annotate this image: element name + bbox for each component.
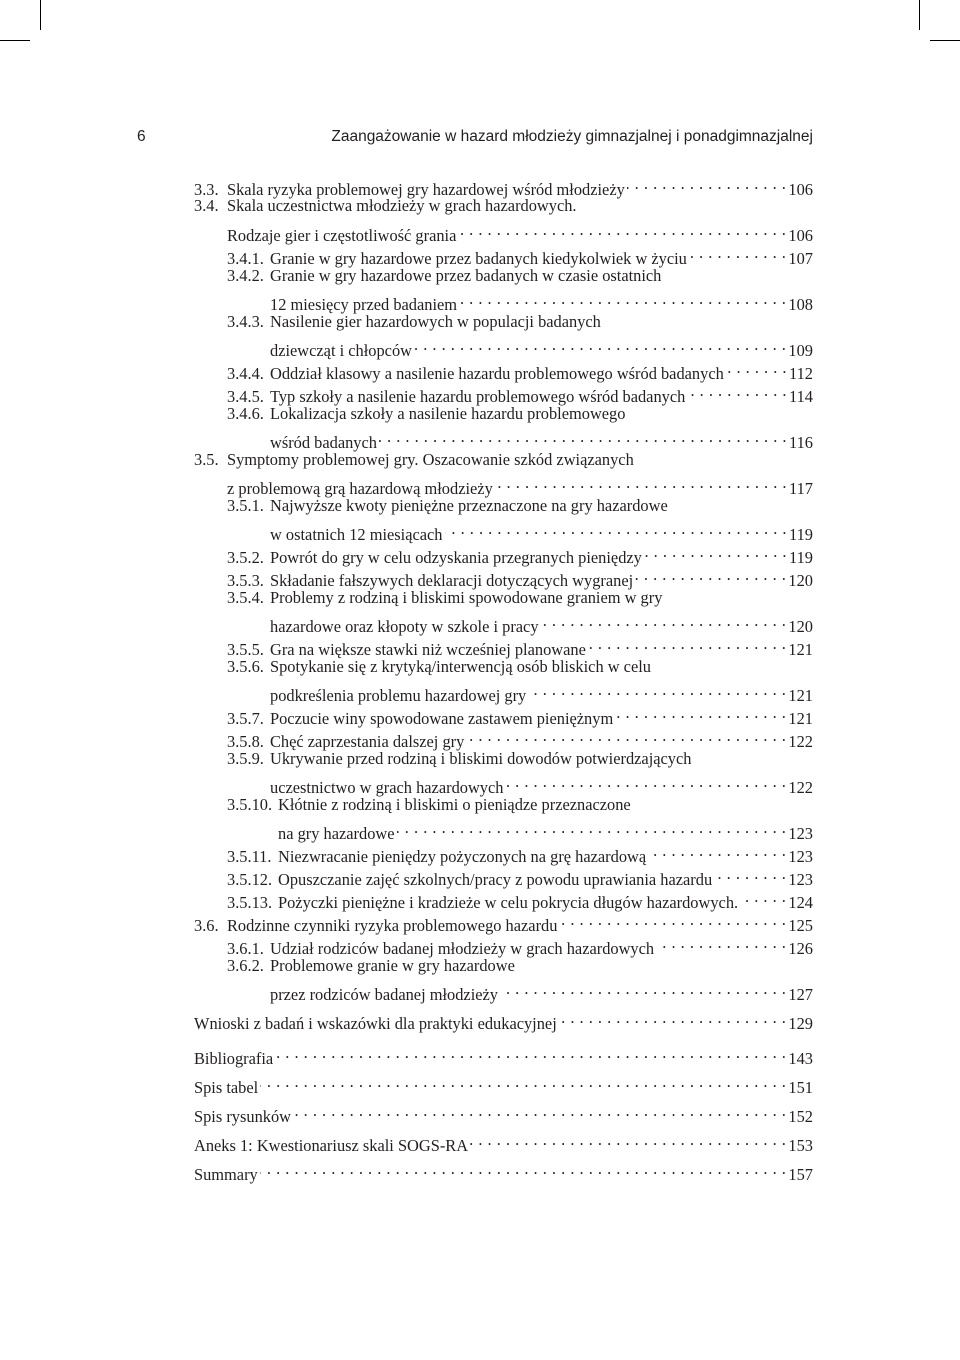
- crop-mark-top-left-vertical: [40, 0, 41, 30]
- toc-leader-dots: [260, 1158, 787, 1180]
- toc-leader-dots: [505, 771, 786, 793]
- toc-entry-page: 123: [788, 847, 813, 866]
- toc-entry[interactable]: [227, 863, 813, 889]
- toc-entry-title: w ostatnich 12 miesiącach: [270, 525, 443, 544]
- toc-entry-page: 108: [788, 295, 813, 314]
- toc-leader-dots: [500, 978, 786, 1000]
- toc-entry[interactable]: [227, 587, 813, 609]
- toc-entry[interactable]: [227, 357, 813, 383]
- toc-entry[interactable]: [227, 541, 813, 567]
- running-title: Zaangażowanie w hazard młodzieży gimnazjalnej i ponadgimnazjalnej: [331, 128, 813, 145]
- toc-entry[interactable]: [227, 794, 813, 816]
- toc-entry-number: 3.5.13.: [227, 893, 273, 912]
- toc-entry-title: Typ szkoły a nasilenie hazardu problemowego wśród badanych: [270, 387, 686, 406]
- toc-entry-number: 3.4.3.: [227, 312, 264, 331]
- toc-entry-page: 122: [788, 778, 813, 797]
- toc-entry-number: 3.5.1.: [227, 496, 264, 515]
- toc-entry-title: uczestnictwo w grach hazardowych: [270, 778, 504, 797]
- toc-entry-title: Nasilenie gier hazardowych w populacji badanych: [270, 312, 601, 331]
- toc-entry-title: Granie w gry hazardowe przez badanych kiedykolwiek w życiu: [270, 249, 687, 268]
- toc-entry[interactable]: [194, 195, 813, 217]
- toc-leader-dots: [466, 725, 786, 747]
- toc-leader-dots: [714, 863, 786, 885]
- toc-leader-dots: [615, 702, 786, 724]
- running-head: [137, 128, 813, 152]
- toc-entry-title: Problemowe granie w gry hazardowe: [270, 956, 515, 975]
- toc-entry-number: 3.4.5.: [227, 387, 264, 406]
- toc-entry-number: 3.4.6.: [227, 404, 264, 423]
- toc-entry-page: 120: [788, 617, 813, 636]
- toc-entry-title: podkreślenia problemu hazardowej gry: [270, 686, 527, 705]
- toc-entry-number: 3.4.: [194, 196, 219, 215]
- toc-entry-title: Najwyższe kwoty pieniężne przeznaczone na gry hazardowe: [270, 496, 668, 515]
- toc-entry-page: 127: [788, 985, 813, 1004]
- toc-entry-page: 119: [789, 525, 813, 544]
- toc-entry-title: Chęć zaprzestania dalszej gry: [270, 732, 465, 751]
- toc-entry-number: 3.5.: [194, 450, 219, 469]
- toc-entry-page: 109: [788, 341, 813, 360]
- toc-leader-dots: [458, 219, 786, 241]
- toc-entry-page: 121: [788, 640, 813, 659]
- toc-leader-dots: [495, 472, 787, 494]
- toc-entry-title: na gry hazardowe: [278, 824, 395, 843]
- toc-entry-title: hazardowe oraz kłopoty w szkole i pracy: [270, 617, 539, 636]
- toc-entry-title: Skala uczestnictwa młodzieży w grach hazardowych.: [227, 196, 577, 215]
- toc-leader-dots: [559, 1007, 787, 1029]
- toc-entry-page: 121: [788, 686, 813, 705]
- toc-entry-number: 3.4.1.: [227, 249, 264, 268]
- toc-entry-page: 116: [789, 433, 813, 452]
- toc-leader-dots: [656, 932, 786, 954]
- toc-leader-dots: [459, 288, 786, 310]
- toc-leader-dots: [635, 564, 786, 586]
- toc-entry[interactable]: [270, 518, 813, 544]
- toc-entry-number: 3.5.4.: [227, 588, 264, 607]
- toc-entry-title: Summary: [194, 1165, 258, 1184]
- toc-entry-page: 157: [788, 1165, 813, 1184]
- toc-entry-title: Lokalizacja szkoły a nasilenie hazardu problemowego: [270, 404, 626, 423]
- toc-entry-page: 107: [788, 249, 813, 268]
- toc-entry-title: Ukrywanie przed rodziną i bliskimi dowodów potwierdzających: [270, 749, 692, 768]
- toc-entry[interactable]: [194, 909, 813, 935]
- toc-entry-page: 125: [788, 916, 813, 935]
- toc-leader-dots: [726, 357, 787, 379]
- toc-entry[interactable]: [227, 633, 813, 659]
- toc-leader-dots: [445, 518, 788, 540]
- toc-entry-page: 122: [788, 732, 813, 751]
- toc-entry-number: 3.5.5.: [227, 640, 264, 659]
- toc-entry-number: 3.6.: [194, 916, 219, 935]
- toc-entry[interactable]: [194, 1158, 813, 1184]
- toc-entry-page: 106: [788, 180, 813, 199]
- toc-entry-number: 3.5.10.: [227, 795, 273, 814]
- toc-entry-title: Bibliografia: [194, 1049, 274, 1068]
- toc-entry-title: Spotykanie się z krytyką/interwencją osób bliskich w celu: [270, 657, 651, 676]
- toc-entry-title: Rodzaje gier i częstotliwość grania: [227, 226, 457, 245]
- toc-entry[interactable]: [227, 725, 813, 751]
- toc-entry-title: Symptomy problemowej gry. Oszacowanie szkód związanych: [227, 450, 634, 469]
- toc-entry-page: 126: [788, 939, 813, 958]
- toc-entry-page: 123: [788, 870, 813, 889]
- toc-entry[interactable]: [227, 840, 813, 866]
- toc-entry[interactable]: [227, 403, 813, 425]
- crop-mark-top-right-horizontal: [930, 40, 960, 41]
- toc-entry-page: 114: [789, 387, 813, 406]
- page-number: 6: [137, 128, 146, 145]
- toc-entry-title: 12 miesięcy przed badaniem: [270, 295, 458, 314]
- toc-entry[interactable]: [194, 449, 813, 471]
- toc-entry-title: Skala ryzyka problemowej gry hazardowej wśród młodzieży: [227, 180, 625, 199]
- toc-leader-dots: [528, 679, 786, 701]
- toc-entry-title: dziewcząt i chłopców: [270, 341, 412, 360]
- toc-entry[interactable]: [194, 1007, 813, 1033]
- toc-entry-title: Granie w gry hazardowe przez badanych w czasie ostatnich: [270, 266, 662, 285]
- toc-entry-number: 3.5.8.: [227, 732, 264, 751]
- toc-entry-page: 153: [788, 1136, 813, 1155]
- toc-entry-title: Pożyczki pieniężne i kradzieże w celu pokrycia długów hazardowych.: [278, 893, 739, 912]
- toc-entry-title: wśród badanych: [270, 433, 377, 452]
- toc-entry[interactable]: [227, 219, 813, 245]
- toc-entry-number: 3.5.12.: [227, 870, 273, 889]
- toc-entry-page: 124: [788, 893, 813, 912]
- toc-entry-page: 120: [788, 571, 813, 590]
- toc-entry-page: 129: [788, 1014, 813, 1033]
- toc-entry[interactable]: [227, 702, 813, 728]
- toc-entry-number: 3.6.2.: [227, 956, 264, 975]
- toc-entry[interactable]: [227, 748, 813, 770]
- toc-entry-title: Niezwracanie pieniędzy pożyczonych na grę hazardową: [278, 847, 647, 866]
- toc-entry-title: Problemy z rodziną i bliskimi spowodowane graniem w gry: [270, 588, 663, 607]
- toc-leader-dots: [648, 840, 786, 862]
- toc-leader-dots: [293, 1100, 786, 1122]
- toc-entry-title: Spis rysunków: [194, 1107, 291, 1126]
- toc-entry[interactable]: [227, 955, 813, 977]
- toc-entry-number: 3.4.4.: [227, 364, 264, 383]
- toc-entry-page: 152: [788, 1107, 813, 1126]
- toc-entry[interactable]: [278, 817, 813, 843]
- toc-entry-number: 3.5.2.: [227, 548, 264, 567]
- toc-entry-title: Udział rodziców badanej młodzieży w grach hazardowych: [270, 939, 655, 958]
- toc-entry[interactable]: [227, 265, 813, 287]
- toc-entry-page: 119: [789, 548, 813, 567]
- crop-mark-top-left-horizontal: [0, 40, 30, 41]
- toc-entry-number: 3.5.3.: [227, 571, 264, 590]
- toc-entry-page: 123: [788, 824, 813, 843]
- toc-entry[interactable]: [194, 1100, 813, 1126]
- toc-leader-dots: [644, 541, 787, 563]
- toc-leader-dots: [687, 380, 787, 402]
- toc-entry[interactable]: [227, 656, 813, 678]
- toc-entry[interactable]: [270, 771, 813, 797]
- toc-entry[interactable]: [270, 426, 813, 452]
- toc-leader-dots: [740, 886, 786, 908]
- toc-entry[interactable]: [194, 1129, 813, 1155]
- toc-entry[interactable]: [227, 886, 813, 912]
- toc-leader-dots: [627, 173, 787, 195]
- toc-entry[interactable]: [227, 472, 813, 498]
- toc-entry-title: Oddział klasowy a nasilenie hazardu problemowego wśród badanych: [270, 364, 724, 383]
- toc-entry[interactable]: [270, 334, 813, 360]
- toc-entry[interactable]: [227, 564, 813, 590]
- toc-entry-title: Kłótnie z rodziną i bliskimi o pieniądze przeznaczone: [278, 795, 631, 814]
- toc-entry-title: Składanie fałszywych deklaracji dotyczących wygranej: [270, 571, 634, 590]
- toc-leader-dots: [541, 610, 787, 632]
- toc-entry[interactable]: [227, 495, 813, 517]
- toc-leader-dots: [379, 426, 787, 448]
- toc-entry-title: Gra na większe stawki niż wcześniej planowane: [270, 640, 586, 659]
- toc-entry[interactable]: [194, 173, 813, 199]
- toc-entry-page: 112: [789, 364, 813, 383]
- toc-entry[interactable]: [227, 311, 813, 333]
- toc-entry[interactable]: [194, 1071, 813, 1097]
- toc-entry[interactable]: [270, 978, 813, 1004]
- toc-leader-dots: [470, 1129, 786, 1151]
- toc-entry[interactable]: [194, 1042, 813, 1068]
- toc-entry-page: 121: [788, 709, 813, 728]
- toc-entry[interactable]: [270, 679, 813, 705]
- toc-entry-page: 106: [788, 226, 813, 245]
- toc-entry-title: Rodzinne czynniki ryzyka problemowego hazardu: [227, 916, 558, 935]
- toc-entry[interactable]: [270, 610, 813, 636]
- toc-leader-dots: [414, 334, 786, 356]
- toc-leader-dots: [275, 1042, 786, 1064]
- toc-leader-dots: [397, 817, 787, 839]
- toc-entry-title: Spis tabel: [194, 1078, 259, 1097]
- toc-entry-title: przez rodziców badanej młodzieży: [270, 985, 498, 1004]
- toc-entry-title: Opuszczanie zajęć szkolnych/pracy z powodu uprawiania hazardu: [278, 870, 713, 889]
- crop-mark-top-right-vertical: [919, 0, 920, 30]
- toc-entry-number: 3.3.: [194, 180, 219, 199]
- toc-entry-page: 143: [788, 1049, 813, 1068]
- toc-leader-dots: [559, 909, 786, 931]
- toc-entry-title: Aneks 1: Kwestionariusz skali SOGS-RA: [194, 1136, 469, 1155]
- toc-leader-dots: [588, 633, 787, 655]
- toc-entry-title: Poczucie winy spowodowane zastawem pieniężnym: [270, 709, 614, 728]
- toc-entry[interactable]: [227, 380, 813, 406]
- toc-entry-number: 3.4.2.: [227, 266, 264, 285]
- toc-entry[interactable]: [270, 288, 813, 314]
- toc-entry-page: 151: [788, 1078, 813, 1097]
- toc-entry[interactable]: [227, 242, 813, 268]
- toc-entry-number: 3.5.11.: [227, 847, 272, 866]
- toc-entry-number: 3.5.7.: [227, 709, 264, 728]
- toc-entry-title: z problemową grą hazardową młodzieży: [227, 479, 493, 498]
- toc-entry[interactable]: [227, 932, 813, 958]
- toc-leader-dots: [689, 242, 787, 264]
- toc-entry-title: Wnioski z badań i wskazówki dla praktyki edukacyjnej: [194, 1014, 557, 1033]
- toc-entry-title: Powrót do gry w celu odzyskania przegranych pieniędzy: [270, 548, 642, 567]
- toc-entry-number: 3.6.1.: [227, 939, 264, 958]
- toc-entry-page: 117: [789, 479, 813, 498]
- toc-leader-dots: [260, 1071, 786, 1093]
- toc-entry-number: 3.5.9.: [227, 749, 264, 768]
- toc-entry-number: 3.5.6.: [227, 657, 264, 676]
